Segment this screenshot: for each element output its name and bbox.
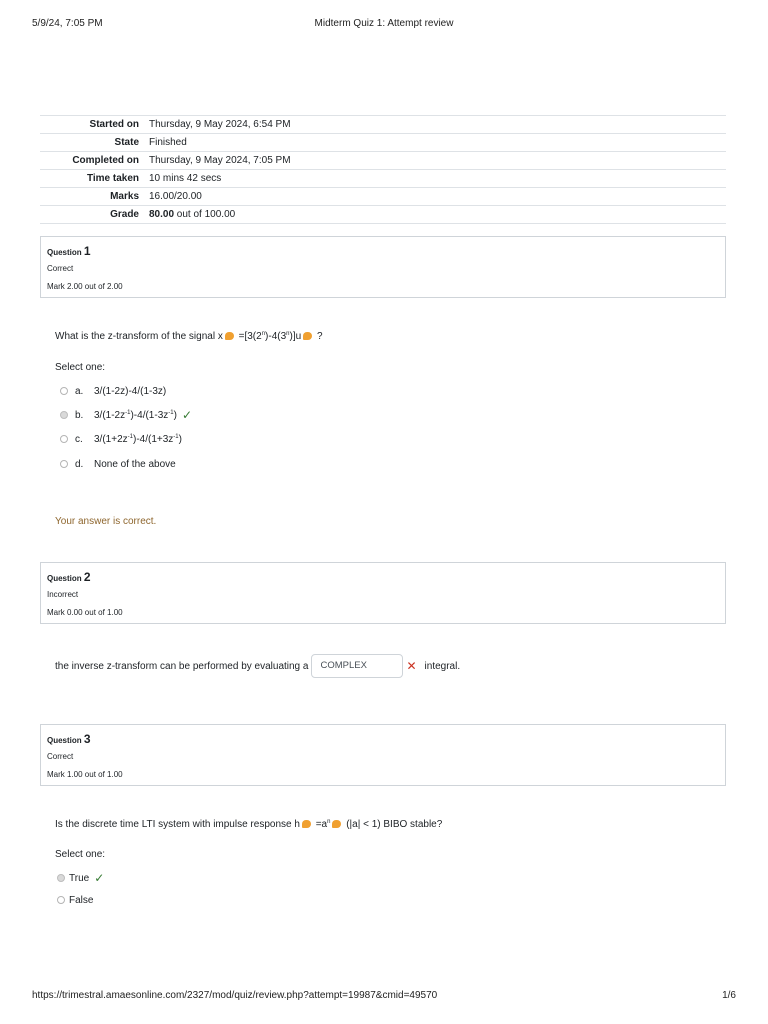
option-false[interactable]: [57, 893, 93, 907]
summary-value: Thursday, 9 May 2024, 7:05 PM: [144, 152, 726, 170]
summary-label: Time taken: [40, 170, 144, 188]
summary-row: [40, 170, 726, 188]
question-2-info: [40, 562, 726, 624]
grade-suffix: out of 100.00: [174, 209, 236, 220]
question-state: Correct: [47, 264, 74, 273]
cross-icon: ✕: [406, 659, 417, 673]
radio-button-selected[interactable]: [57, 874, 65, 882]
question-number: Question 3: [47, 732, 91, 746]
summary-label: State: [40, 134, 144, 152]
thumb-emoji-icon: [332, 820, 341, 828]
summary-row: [40, 134, 726, 152]
option-d[interactable]: d. None of the above: [60, 457, 176, 471]
question-1-text: What is the z-transform of the signal $x =[3(2^n)-4(3^n)]u$ ?: [55, 331, 323, 342]
option-text: 3/(1-2z)-4/(1-3z): [94, 385, 167, 397]
answer-input[interactable]: COMPLEX: [311, 654, 403, 678]
thumb-emoji-icon: [225, 332, 234, 340]
summary-row: [40, 206, 726, 224]
summary-value: 10 mins 42 secs: [144, 170, 726, 188]
check-icon: ✓: [94, 871, 105, 885]
summary-label: Started on: [40, 116, 144, 134]
question-3-info: [40, 724, 726, 786]
option-a[interactable]: a. 3/(1-2z)-4/(1-3z): [60, 384, 166, 398]
radio-button[interactable]: [60, 387, 68, 395]
question-mark: Mark 2.00 out of 2.00: [47, 282, 123, 291]
summary-row: [40, 188, 726, 206]
radio-button[interactable]: [57, 896, 65, 904]
thumb-emoji-icon: [303, 332, 312, 340]
attempt-summary-table: [40, 115, 726, 224]
page-number: 1/6: [722, 990, 736, 1001]
feedback-text: Your answer is correct.: [55, 516, 157, 527]
summary-value: [144, 206, 726, 224]
thumb-emoji-icon: [302, 820, 311, 828]
option-text: None of the above: [94, 458, 176, 470]
option-text: True: [69, 872, 90, 884]
print-title: Midterm Quiz 1: Attempt review: [314, 18, 454, 29]
option-b[interactable]: b. $3/(1-2z^{-1})-4/(1-3z^{-1})$ ✓: [60, 408, 192, 422]
option-text: $3/(1-2z^{-1})-4/(1-3z^{-1})$: [94, 409, 177, 421]
summary-row: [40, 116, 726, 134]
summary-value: 16.00/20.00: [144, 188, 726, 206]
radio-button[interactable]: [60, 460, 68, 468]
question-state: Correct: [47, 752, 74, 761]
print-header: [32, 18, 736, 32]
summary-value: Thursday, 9 May 2024, 6:54 PM: [144, 116, 726, 134]
print-date: 5/9/24, 7:05 PM: [32, 18, 103, 29]
radio-button-selected[interactable]: [60, 411, 68, 419]
question-number: Question 1: [47, 244, 91, 258]
page-url: https://trimestral.amaesonline.com/2327/mod/quiz/review.php?attempt=19987&cmid=49570: [32, 990, 438, 1001]
summary-row: [40, 152, 726, 170]
select-one-prompt: Select one:: [55, 849, 106, 860]
question-number: Question 2: [47, 570, 91, 584]
grade-value: 80.00: [149, 209, 175, 220]
question-2-text: the inverse z-transform can be performed by evaluating a COMPLEX ✕ integral.: [55, 654, 460, 678]
question-3-text: Is the discrete time LTI system with impulse response $h =a^n$ (|a| < 1) BIBO stable?: [55, 819, 443, 830]
option-true[interactable]: [57, 871, 104, 885]
option-c[interactable]: c. $3/(1+2z^{-1})-4/(1+3z^{-1})$: [60, 432, 182, 446]
summary-label: Grade: [40, 206, 144, 224]
print-footer: [32, 990, 736, 1004]
question-mark: Mark 0.00 out of 1.00: [47, 608, 123, 617]
radio-button[interactable]: [60, 435, 68, 443]
question-1-info: [40, 236, 726, 298]
check-icon: ✓: [181, 408, 193, 422]
question-state: Incorrect: [47, 590, 79, 599]
summary-value: Finished: [144, 134, 726, 152]
summary-label: Completed on: [40, 152, 144, 170]
question-mark: Mark 1.00 out of 1.00: [47, 770, 123, 779]
option-text: False: [69, 894, 94, 906]
summary-label: Marks: [40, 188, 144, 206]
select-one-prompt: Select one:: [55, 362, 106, 373]
option-text: $3/(1+2z^{-1})-4/(1+3z^{-1})$: [94, 433, 182, 445]
